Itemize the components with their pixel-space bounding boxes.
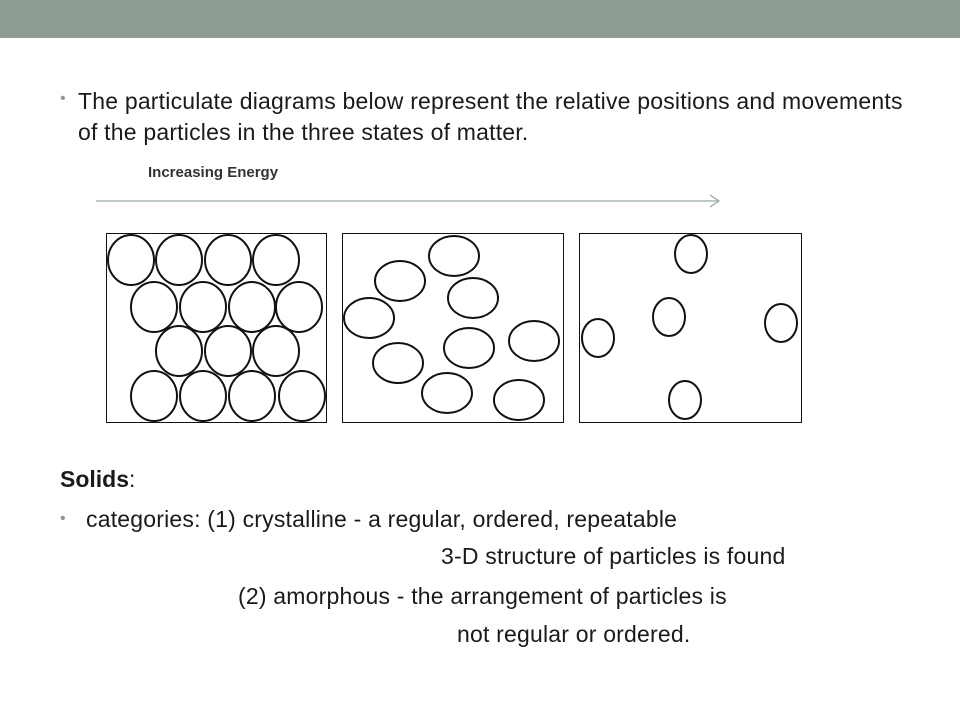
bullet-point-icon: •: [60, 510, 66, 527]
intro-text: The particulate diagrams below represent the relative positions and movements of the particles in the three states of matter.: [78, 88, 903, 145]
solids-line-3: (2) amorphous - the arrangement of particles is: [238, 583, 727, 609]
increasing-energy-arrow: [94, 192, 726, 210]
solids-line-2: 3-D structure of particles is found: [441, 543, 786, 569]
header-bar: [0, 0, 960, 38]
solids-heading: Solids:: [60, 466, 136, 492]
liquid-particle-diagram: [342, 233, 564, 423]
solids-line-4: not regular or ordered.: [457, 621, 691, 647]
solids-line-1: categories: (1) crystalline - a regular, ordered, repeatable: [86, 506, 678, 532]
arrow-label: Increasing Energy: [148, 164, 279, 181]
gas-particle-diagram: [579, 233, 802, 423]
solid-particle-diagram: [106, 233, 327, 423]
bullet-point-icon: •: [60, 90, 66, 107]
